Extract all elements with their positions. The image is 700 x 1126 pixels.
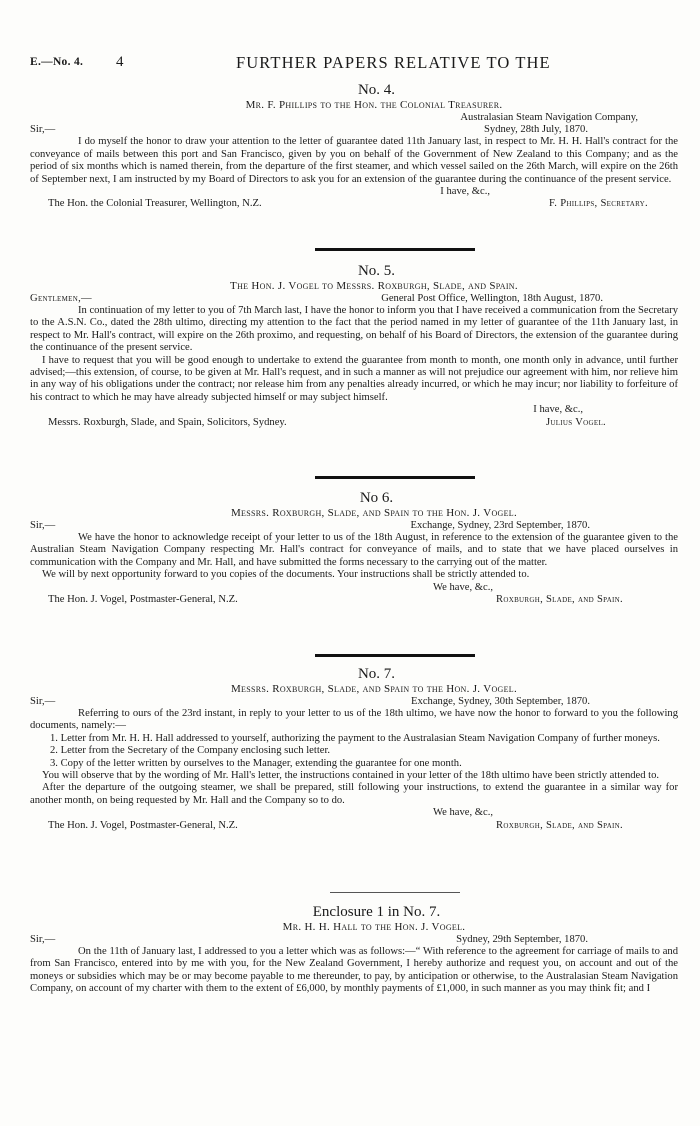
section-divider — [330, 892, 460, 893]
enclosure-title: Enclosure 1 in No. 7. — [312, 904, 441, 920]
letter-signature: F. Phillips, Secretary. — [548, 198, 648, 210]
salutation-row — [30, 124, 678, 136]
letter-date: Sydney, 28th July, 1870. — [484, 123, 588, 135]
letter-no-5 — [30, 263, 678, 429]
letter-date: Exchange, Sydney, 30th September, 1870. — [411, 695, 590, 707]
letter-list-item: 1. Letter from Mr. H. H. Hall addressed to yourself, authorizing the payment to the Australasian Steam Navigation Company of further moneys. — [50, 732, 660, 744]
letter-no-4 — [30, 82, 678, 211]
letter-heading: Mr. H. H. Hall to the Hon. J. Vogel. — [282, 921, 466, 933]
letter-heading: Mr. F. Phillips to the Hon. the Colonial Treasurer. — [245, 99, 503, 111]
letter-paragraph: After the departure of the outgoing steamer, we shall be prepared, still following your instructions, to extend the guarantee in a similar way for another month, on being requested by Mr. Hall and the Company so to do. — [30, 782, 678, 806]
letter-paragraph: On the 11th of January last, I addressed to you a letter which was as follows:—“ With reference to the agreement for carriage of mails to and from San Francisco, entered into by me with you, for the New Zealand Government, I hereby authorize and request you, on account and out of the moneys or subsidies which may be or may become payable to me thereunder, to pay, by anticipation or otherwise, to the Australasian Steam Navigation Company, on account of my charter with them to the extent of £6,000, by monthly payments of £1,000, in such manner as you may think fit; and I — [30, 945, 678, 995]
letter-heading: The Hon. J. Vogel to Messrs. Roxburgh, Slade, and Spain. — [230, 280, 518, 292]
salutation-row — [30, 293, 678, 305]
letter-footer — [30, 417, 678, 429]
letter-place: Australasian Steam Navigation Company, — [460, 111, 638, 123]
section-divider — [315, 248, 475, 251]
letter-addressee: The Hon. the Colonial Treasurer, Wellington, N.Z. — [48, 198, 262, 210]
salutation: Sir,— — [30, 123, 56, 135]
letter-paragraph: We will by next opportunity forward to you copies of the documents. Your instructions shall be strictly attended to. — [42, 569, 530, 581]
document-reference: E.—No. 4. — [30, 56, 84, 68]
salutation: Sir,— — [30, 519, 56, 531]
letter-number: No. 4. — [357, 82, 396, 98]
letter-footer — [30, 594, 678, 606]
letter-list-item: 3. Copy of the letter written by ourselves to the Manager, extending the guarantee for one month. — [50, 757, 462, 769]
letter-heading: Messrs. Roxburgh, Slade, and Spain to the Hon. J. Vogel. — [230, 507, 518, 519]
letter-paragraph: I do myself the honor to draw your attention to the letter of guarantee dated 11th January last, in respect to Mr. H. H. Hall's contract for the conveyance of mails between this port and San Francisco, given by you on behalf of the Government of New Zealand to this Company; and as the period of six months which is named therein, from the departure of the first steamer, and which vessel sailed on the 26th March, will expire on the 26th of September next, I am instructed by my Board of Directors to ask you for an extension of the guarantee during the continuance of the present service. — [30, 136, 678, 185]
letter-footer — [30, 198, 678, 210]
letter-list-item: 2. Letter from the Secretary of the Company enclosing such letter. — [50, 745, 331, 757]
enclosure-1-no-7 — [30, 904, 678, 996]
letter-paragraph: Referring to ours of the 23rd instant, in reply to your letter to us of the 18th ultimo, we have now the honor to forward to you the following documents, namely:— — [30, 707, 678, 732]
page-number: 4 — [116, 54, 124, 70]
letter-addressee: The Hon. J. Vogel, Postmaster-General, N.Z. — [48, 593, 238, 605]
section-divider — [315, 654, 475, 657]
letter-signature: Roxburgh, Slade, and Spain. — [496, 819, 623, 831]
letter-paragraph: I have to request that you will be good enough to undertake to extend the guarantee from month to month, one month only in advance, until further advised;—this extension, of course, to be given at Mr. Hall's request, and in such a manner as will not prejudice our agreement with him, nor relieve him in any way of his obligations under the contract; nor release him from any penalties already incurred, or which he may incur; nor liability to forfeiture of his contract to which he may have already subjected himself or may subject himself. — [30, 354, 678, 403]
letter-heading: Messrs. Roxburgh, Slade, and Spain to the Hon. J. Vogel. — [230, 683, 518, 695]
salutation: Sir,— — [30, 695, 56, 707]
letter-closing: I have, &c., — [533, 404, 583, 416]
letter-addressee: The Hon. J. Vogel, Postmaster-General, N.Z. — [48, 819, 238, 831]
salutation: Sir,— — [30, 933, 56, 945]
letter-number: No. 7. — [357, 666, 396, 682]
letter-paragraph: In continuation of my letter to you of 7th March last, I have the honor to inform you that I have received a communication from the Secretary to the A.S.N. Co., dated the 28th ultimo, directing my attention to the fact that the period named in my letter of guarantee of the 11th January last, in respect to Mr. Hall's contract, will expire on the 26th proximo, and requesting, on behalf of his Board of Directors, the extension of the guarantee during the continuance of the present service. — [30, 304, 678, 354]
letter-number: No. 5. — [357, 263, 396, 279]
letter-number: No 6. — [359, 490, 394, 506]
letter-addressee: Messrs. Roxburgh, Slade, and Spain, Solicitors, Sydney. — [48, 416, 287, 428]
salutation: Gentlemen,— — [30, 292, 92, 304]
letter-closing: I have, &c., — [440, 185, 490, 197]
letter-date: General Post Office, Wellington, 18th August, 1870. — [381, 292, 603, 304]
letter-signature: Roxburgh, Slade, and Spain. — [496, 593, 623, 605]
letter-date: Exchange, Sydney, 23rd September, 1870. — [410, 519, 590, 531]
letter-closing: We have, &c., — [432, 807, 493, 819]
salutation-row — [30, 520, 678, 532]
page-title: FURTHER PAPERS RELATIVE TO THE — [236, 53, 551, 72]
page-header — [30, 53, 678, 76]
section-divider — [315, 476, 475, 479]
letter-date: Sydney, 29th September, 1870. — [456, 933, 588, 945]
salutation-row — [30, 696, 678, 708]
letter-no-6 — [30, 490, 678, 606]
letter-paragraph: We have the honor to acknowledge receipt of your letter to us of the 18th August, in reference to the extension of the guarantee given to the Australian Steam Navigation Company respecting Mr. Hall's contract for conveyance of mails, and to state that we have placed ourselves in communication with the Company and Mr. Hall, and have submitted the forms necessary to the carrying out of the matter. — [30, 531, 678, 568]
letter-no-7 — [30, 666, 678, 832]
letter-signature: Julius Vogel. — [545, 416, 606, 428]
salutation-row — [30, 934, 678, 946]
letter-closing: We have, &c., — [432, 581, 493, 593]
letter-footer — [30, 820, 678, 832]
letter-paragraph: You will observe that by the wording of Mr. Hall's letter, the instructions contained in your letter of the 18th ultimo have been strictly attended to. — [42, 769, 660, 781]
